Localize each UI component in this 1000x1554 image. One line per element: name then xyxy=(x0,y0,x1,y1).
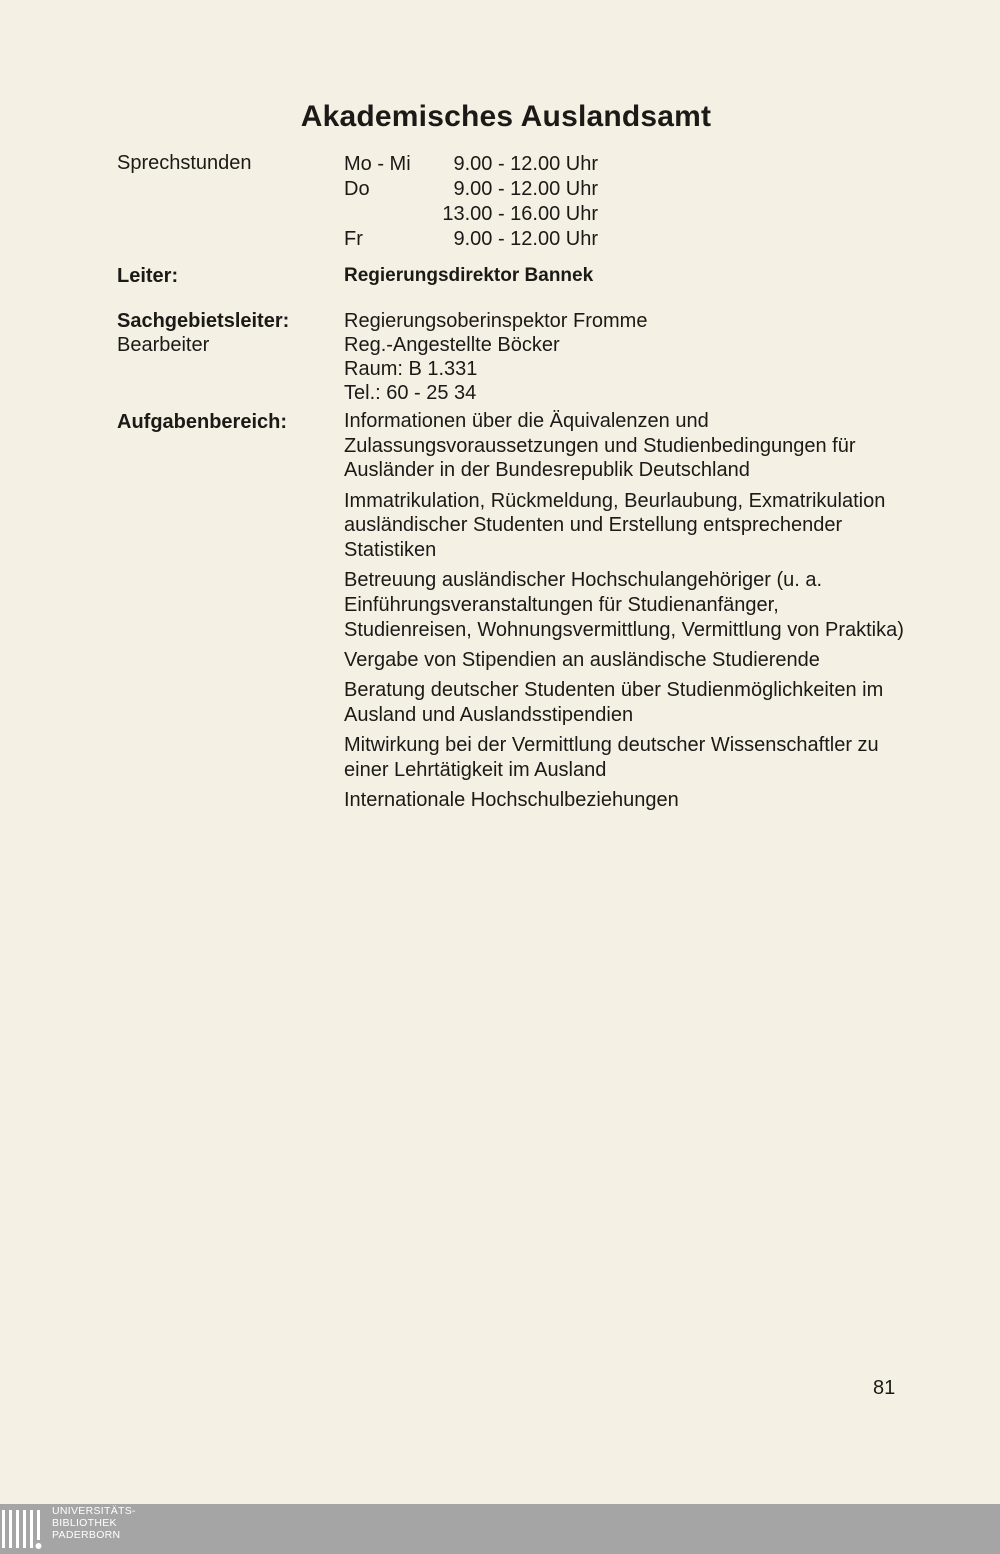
library-name-line: PADERBORN xyxy=(52,1529,121,1541)
library-footer xyxy=(0,1504,1000,1554)
office-hours-day: Do xyxy=(344,178,370,200)
aufgabenbereich-label: Aufgabenbereich: xyxy=(117,411,288,433)
office-hours-row xyxy=(344,202,644,227)
aufgabenbereich-list xyxy=(344,409,909,818)
bearbeiter-raum: Raum: B 1.331 xyxy=(344,358,478,380)
office-hours-row xyxy=(344,227,644,252)
office-hours-row xyxy=(344,177,644,202)
office-hours-row xyxy=(344,152,644,177)
office-hours-time: 9.00 - 12.00 Uhr xyxy=(453,228,598,250)
task-item: Vergabe von Stipendien an ausländische Studierende xyxy=(344,648,820,671)
task-item: Betreuung ausländischer Hochschulangehöriger (u. a. Einführungsveranstaltungen für Studienanfänger, Studienreisen, Wohnungsvermittlung, Vermittlung von Praktika) xyxy=(344,569,904,641)
task-item: Beratung deutscher Studenten über Studienmöglichkeiten im Ausland und Auslandsstipendien xyxy=(344,679,884,726)
library-name-line: BIBLIOTHEK xyxy=(52,1517,117,1529)
page-title: Akademisches Auslandsamt xyxy=(300,100,712,133)
leiter-label: Leiter: xyxy=(117,265,179,287)
office-hours-time: 9.00 - 12.00 Uhr xyxy=(453,178,598,200)
library-logo-icon xyxy=(2,1506,46,1552)
task-item: Informationen über die Äquivalenzen und Zulassungsvoraussetzungen und Studienbedingungen für Ausländer in der Bundesrepublik Deutschland xyxy=(344,410,856,482)
library-name xyxy=(52,1505,136,1541)
office-hours-day: Mo - Mi xyxy=(344,153,411,175)
task-item: Immatrikulation, Rückmeldung, Beurlaubung, Exmatrikulation ausländischer Studenten und Erstellung entsprechender Statistiken xyxy=(344,489,886,562)
task-item: Mitwirkung bei der Vermittlung deutscher Wissenschaftler zu einer Lehrtätigkeit im Ausland xyxy=(344,733,879,781)
bearbeiter-name: Reg.-Angestellte Böcker xyxy=(344,334,560,356)
sachgebietsleiter-value: Regierungsoberinspektor Fromme xyxy=(344,310,648,332)
office-hours-day: Fr xyxy=(344,228,363,250)
office-hours-label: Sprechstunden xyxy=(117,152,252,174)
library-name-line: UNIVERSITÄTS- xyxy=(52,1505,136,1517)
bearbeiter-label: Bearbeiter xyxy=(117,334,210,356)
office-hours-time: 13.00 - 16.00 Uhr xyxy=(442,203,598,225)
leiter-value: Regierungsdirektor Bannek xyxy=(344,265,594,286)
office-hours-table xyxy=(344,152,644,252)
task-item: Internationale Hochschulbeziehungen xyxy=(344,788,679,811)
page-number: 81 xyxy=(873,1377,896,1399)
sachgebietsleiter-label: Sachgebietsleiter: xyxy=(117,310,290,332)
office-hours-time: 9.00 - 12.00 Uhr xyxy=(453,153,598,175)
bearbeiter-tel: Tel.: 60 - 25 34 xyxy=(344,382,477,404)
